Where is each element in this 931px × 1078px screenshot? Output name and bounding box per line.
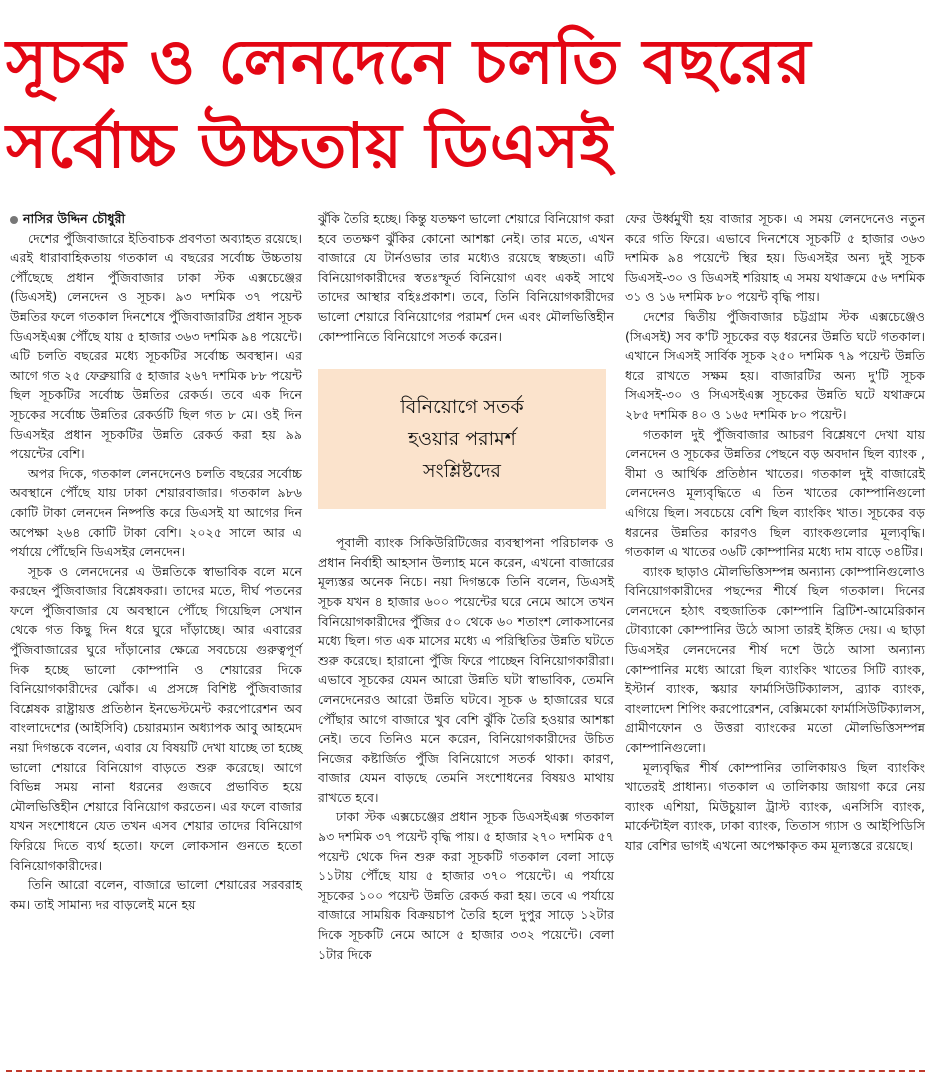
byline xyxy=(10,209,302,229)
article-column-2 xyxy=(318,209,614,964)
paragraph: ঢাকা স্টক এক্সচেঞ্জের প্রধান সূচক ডিএসইএক্স গতকাল ৯৩ দশমিক ৩৭ পয়েন্ট বৃদ্ধি পায়। ৫ হাজার ২৭০ দশমিক ৫৭ পয়েন্ট থেকে দিন শুরু করা সূচকটি গতকাল বেলা সাড়ে ১১টায় পৌঁছে যায় ৫ হাজার ৩৭০ পয়েন্টে। এ পর্যায়ে সূচকের ১০০ পয়েন্ট উন্নতি রেকর্ড করা হয়। তবে এ পর্যায়ে বাজারে সাময়িক বিক্রয়চাপ তৈরি হলে দুপুর সাড়ে ১২টার দিকে সূচকটি নেমে আসে ৫ হাজার ৩৩২ পয়েন্টে। বেলা ১টার দিকে xyxy=(318,809,614,962)
paragraph: সূচক ও লেনদেনের এ উন্নতিকে স্বাভাবিক বলে মনে করছেন পুঁজিবাজার বিশ্লেষকরা। তাদের মতে, দীর্ঘ পতনের ফলে পুঁজিবাজার যে অবস্থানে পৌঁছে গিয়েছিল সেখান থেকে গত কিছু দিন ধরে ঘুরে দাঁড়াচ্ছে। আর এবারের পুঁজিবাজারের ঘুরে দাঁড়ানোর ক্ষেত্রে সবচেয়ে গুরুত্বপূর্ণ দিক হচ্ছে ভালো কোম্পানি ও শেয়ারের দিকে বিনিয়োগকারীদের ঝোঁক। এ প্রসঙ্গে বিশিষ্ট পুঁজিবাজার বিশ্লেষক রাষ্ট্রায়ত্ত প্রতিষ্ঠান ইনভেস্টমেন্ট করপোরেশন অব বাংলাদেশের (আইসিবি) চেয়ারম্যান অধ্যাপক আবু আহমেদ নয়া দিগন্তকে বলেন, এবার যে বিষয়টি দেখা যাচ্ছে তা হচ্ছে ভালো শেয়ারে বিনিয়োগ বাড়তে শুরু করেছে। আগে বিভিন্ন সময় নানা ধরনের গুজবে প্রভাবিত হয়ে মৌলভিত্তিহীন শেয়ারে বিনিয়োগ করতেন। এর ফলে বাজার যখন সংশোধনে যেত তখন এসব শেয়ার তাদের বিনিয়োগ ফিরিয়ে দিতে ব্যর্থ হতো। ফলে লোকসান গুনতে হতো বিনিয়োগকারীদের। xyxy=(10,563,302,873)
paragraph: মূল্যবৃদ্ধির শীর্ষ কোম্পানির তালিকায়ও ছিল ব্যাংকিং খাতেরই প্রাধান্য। গতকাল এ তালিকায় জায়গা করে নেয় ব্যাংক এশিয়া, মিউচুয়াল ট্রাস্ট ব্যাংক, এনসিসি ব্যাংক, মার্কেন্টাইল ব্যাংক, ঢাকা ব্যাংক, তিতাস গ্যাস ও আইপিডিসি যার বেশির ভাগই এখনো অপেক্ষাকৃত কম মূল্যস্তরে রয়েছে। xyxy=(625,759,925,853)
byline-author: নাসির উদ্দিন চৌধুরী xyxy=(23,211,126,226)
paragraph: ব্যাংক ছাড়াও মৌলভিত্তিসম্পন্ন অন্যান্য কোম্পানিগুলোও বিনিয়োগকারীদের পছন্দের শীর্ষে ছিল গতকাল। দিনের লেনদেনে হঠাৎ বহুজাতিক কোম্পানি ব্রিটিশ-আমেরিকান টোব্যাকো কোম্পানির উঠে আসা তারই ইঙ্গিত দেয়। এ ছাড়া ডিএসইর লেনদেনের শীর্ষ দশে উঠে আসা অন্যান্য কোম্পানির মধ্যে আরো ছিল ব্যাংকিং খাতের সিটি ব্যাংক, ইস্টার্ন ব্যাংক, স্কয়ার ফার্মাসিউটিক্যালস, ব্র্যাক ব্যাংক, বাংলাদেশ শিপিং করপোরেশন, বেক্সিমকো ফার্মাসিউটিক্যালস, গ্রামীণফোন ও উত্তরা ব্যাংকের মতো মৌলভিত্তিসম্পন্ন কোম্পানিগুলো। xyxy=(625,563,925,756)
headline xyxy=(6,20,926,188)
bottom-divider xyxy=(6,1070,925,1072)
pull-quote-line-2: হওয়ার পরামর্শ xyxy=(408,428,516,451)
pull-quote xyxy=(318,369,606,509)
paragraph: তিনি আরো বলেন, বাজারে ভালো শেয়ারের সরবরাহ কম। তাই সামান্য দর বাড়লেই মনে হয় xyxy=(10,877,302,912)
headline-line-2: সর্বোচ্চ উচ্চতায় ডিএসই xyxy=(6,109,614,182)
paragraph: অপর দিকে, গতকাল লেনদেনেও চলতি বছরের সর্বোচ্চ অবস্থানে পৌঁছে যায় ঢাকা শেয়ারবাজার। গতকাল ৯৮৬ কোটি টাকা লেনদেন নিষ্পত্তি করে ডিএসই যা আগের দিন অপেক্ষা ২৬৪ কোটি টাকা বেশি। ২০২৫ সালে আর এ পর্যায়ে পৌঁছেনি ডিএসইর লেনদেন। xyxy=(10,465,302,560)
paragraph: ফের উর্ধ্বমুখী হয় বাজার সূচক। এ সময় লেনদেনেও নতুন করে গতি ফিরে। এভাবে দিনশেষে সূচকটি ৫ হাজার ৩৬৩ দশমিক ৯৪ পয়েন্টে স্থির হয়। ডিএসইর অন্য দুই সূচক ডিএসই-৩০ ও ডিএসই শরিয়াহ এ সময় যথাক্রমে ৫৬ দশমিক ৩১ ও ১৬ দশমিক ৮০ পয়েন্ট বৃদ্ধি পায়। xyxy=(625,211,925,305)
paragraph: গতকাল দুই পুঁজিবাজার আচরণ বিশ্লেষণে দেখা যায় লেনদেন ও সূচকের উন্নতির পেছনে বড় অবদান ছিল ব্যাংক , বীমা ও আর্থিক প্রতিষ্ঠান খাতের। গতকাল দুই বাজারেই লেনদেনও মূল্যবৃদ্ধিতে এ তিন খাতের কোম্পানিগুলো এগিয়ে ছিল। সবচেয়ে বেশি ছিল ব্যাংকিং খাত। সূচকের বড় ধরনের উন্নতির কারণও ছিল ব্যাংকগুলোর মূল্যবৃদ্ধি। গতকাল এ খাতের ৩৬টি কোম্পানির মধ্যে দাম বাড়ে ৩৪টির। xyxy=(625,426,925,560)
headline-line-1: সূচক ও লেনদেনে চলতি বছরের xyxy=(6,25,812,98)
pull-quote-line-1: বিনিয়োগে সতর্ক xyxy=(400,396,524,419)
pull-quote-line-3: সংশ্লিষ্টদের xyxy=(422,460,502,483)
article-column-1 xyxy=(10,209,302,914)
paragraph: দেশের পুঁজিবাজারে ইতিবাচক প্রবণতা অব্যাহত রয়েছে। এরই ধারাবাহিকতায় গতকাল এ বছরের সর্বোচ্চ উচ্চতায় পৌঁছেছে প্রধান পুঁজিবাজার ঢাকা স্টক এক্সচেঞ্জের (ডিএসই) লেনদেন ও সূচক। ৯৩ দশমিক ৩৭ পয়েন্ট উন্নতির ফলে গতকাল দিনশেষে পুঁজিবাজারটির প্রধান সূচক ডিএসইএক্স পৌঁছে যায় ৫ হাজার ৩৬৩ দশমিক ৯৪ পয়েন্টে। এটি চলতি বছরের মধ্যে সূচকটির সর্বোচ্চ অবস্থান। এর আগে গত ২৫ ফেব্রুয়ারি ৫ হাজার ২৬৭ দশমিক ৮৮ পয়েন্ট ছিল সূচকটির সর্বোচ্চ উন্নতির রেকর্ড। তবে এক দিনে সূচকের সর্বোচ্চ উন্নতির রেকর্ডটি ছিল গত ৮ মে। ওই দিন ডিএসইর প্রধান সূচকটির উন্নতি রেকর্ড করা হয় ৯৯ পয়েন্টের বেশি। xyxy=(10,230,302,462)
bullet-icon xyxy=(10,216,18,224)
paragraph: দেশের দ্বিতীয় পুঁজিবাজার চট্টগ্রাম স্টক এক্সচেঞ্জেও (সিএসই) সব ক'টি সূচকের বড় ধরনের উন্নতি ঘটে গতকাল। এখানে সিএসই সার্বিক সূচক ২৫০ দশমিক ৭৯ পয়েন্ট উন্নতি ধরে রাখতে সক্ষম হয়। বাজারটির অন্য দু'টি সূচক সিএসই-৩০ ও সিএসইএক্স সূচকের উন্নতি ঘটে যথাক্রমে ২৮৫ দশমিক ৪০ ও ১৬৫ দশমিক ৮০ পয়েন্ট। xyxy=(625,308,925,422)
paragraph: পূবালী ব্যাংক সিকিউরিটিজের ব্যবস্থাপনা পরিচালক ও প্রধান নির্বাহী আহসান উল্যাহ মনে করেন, এখনো বাজারের মূল্যস্তর অনেক নিচে। নয়া দিগন্তকে তিনি বলেন, ডিএসই সূচক যখন ৪ হাজার ৬০০ পয়েন্টের ঘরে নেমে আসে তখন বিনিয়োগকারীদের পুঁজির ৫০ থেকে ৬০ শতাংশ লোকসানের মধ্যে ছিল। গত এক মাসের মধ্যে এ পরিস্থিতির উন্নতি ঘটতে শুরু করেছে। হারানো পুঁজি ফিরে পাচ্ছেন বিনিয়োগকারীরা। এভাবে সূচকের যেমন আরো উন্নতি ঘটা স্বাভাবিক, তেমনি লেনদেনেরও আরো উন্নতি ঘটবে। সূচক ৬ হাজারের ঘরে পৌঁছার আগে বাজারে খুব বেশি ঝুঁকি তৈরি হওয়ার আশঙ্কা নেই। তবে তিনিও মনে করেন, বিনিয়োগকারীদের উচিত নিজের কষ্টার্জিত পুঁজি বিনিয়োগে সতর্ক থাকা। কারণ, বাজার যেমন বাড়ছে তেমনি সংশোধনের বিষয়ও মাথায় রাখতে হবে। xyxy=(318,535,614,805)
paragraph: ঝুঁকি তৈরি হচ্ছে। কিন্তু যতক্ষণ ভালো শেয়ারে বিনিয়োগ করা হবে ততক্ষণ ঝুঁকির কোনো আশঙ্কা নেই। তার মতে, এখন বাজারে যে টার্নওভার তার মধ্যেও রয়েছে স্বচ্ছতা। এটি বিনিয়োগকারীদের স্বতঃস্ফূর্ত বিনিয়োগ এবং একই সাথে তাদের আস্থার বহিঃপ্রকাশ। তবে, তিনি বিনিয়োগকারীদের ভালো শেয়ারে বিনিয়োগের পরামর্শ দেন এবং মৌলভিত্তিহীন কোম্পানিতে বিনিয়োগে সতর্ক করেন। xyxy=(318,211,614,344)
article-column-3 xyxy=(625,209,925,856)
